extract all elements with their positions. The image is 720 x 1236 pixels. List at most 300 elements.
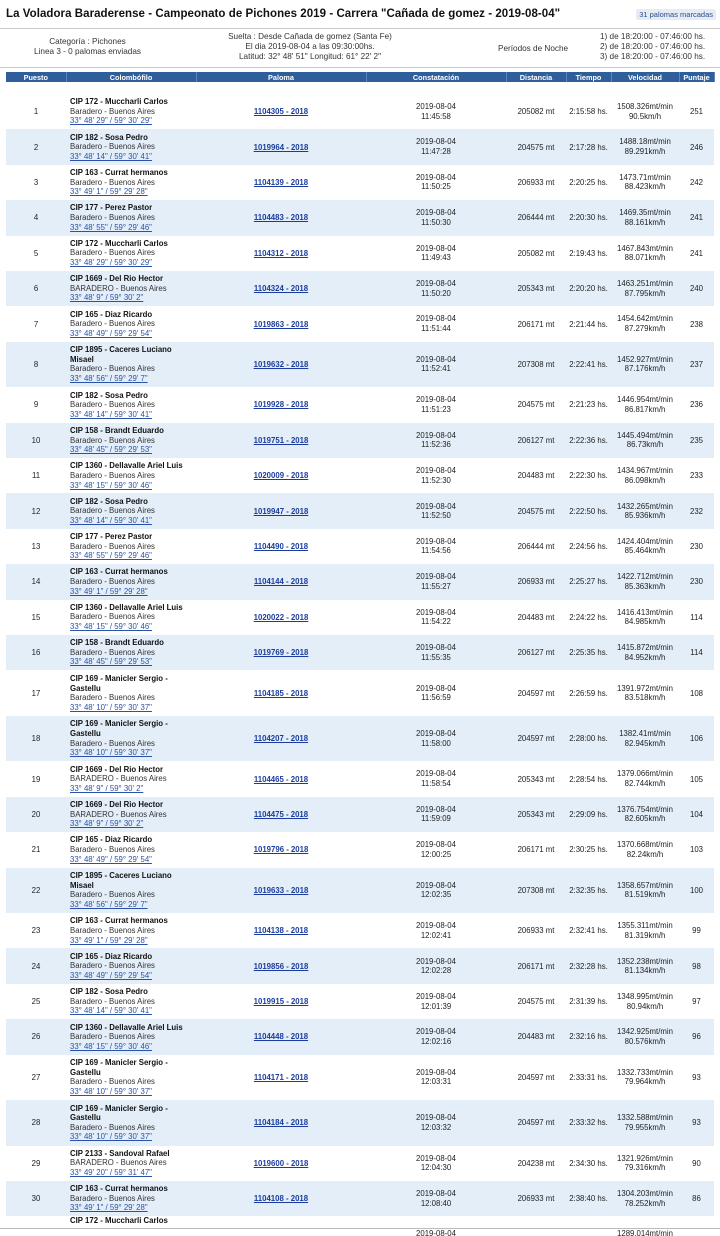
table-row — [6, 236, 714, 271]
time-cell: 2:31:39 hs. — [569, 997, 608, 1006]
points-cell: 96 — [692, 1032, 701, 1042]
fancier-coordinates-link[interactable]: 33° 48' 10" / 59° 30' 37" — [70, 1086, 152, 1096]
speed-km-h: 86.73km/h — [626, 440, 664, 450]
fancier-cell — [66, 271, 196, 306]
distance-cell: 204575 mt — [517, 400, 555, 410]
speed-km-h: 87.279km/h — [624, 324, 666, 334]
fancier-name: CIP 1669 - Del Rio Hector — [70, 800, 164, 810]
speed-cell — [611, 458, 679, 493]
speed-mt-min: 1376.754mt/min — [617, 804, 673, 814]
time-cell: 2:30:25 hs. — [569, 845, 608, 855]
arrival-date: 2019-08-04 — [416, 1067, 456, 1077]
time-cell: 2:20:25 hs. — [569, 177, 608, 187]
arrival-time: 11:58:00 — [421, 738, 451, 748]
speed-cell — [611, 423, 679, 458]
speed-km-h: 89.291km/h — [624, 147, 666, 157]
table-row-partial — [6, 1216, 714, 1236]
arrival-cell — [366, 868, 506, 914]
speed-mt-min: 1463.251mt/min — [617, 279, 673, 289]
fancier-cell — [66, 1181, 196, 1216]
fancier-name: CIP 169 - Manicler Sergio - Gastellu — [70, 719, 168, 739]
arrival-cell — [366, 94, 506, 129]
table-row — [6, 797, 714, 832]
arrival-date: 2019-08-04 — [416, 1027, 456, 1037]
night-period-1: 1) de 18:20:00 - 07:46:00 hs. — [600, 32, 706, 41]
arrival-date: 2019-08-04 — [416, 804, 456, 814]
table-row — [6, 1019, 714, 1054]
table-row — [6, 670, 714, 716]
speed-km-h: 82.744km/h — [624, 779, 666, 789]
speed-cell — [611, 716, 679, 762]
arrival-date: 2019-08-04 — [416, 314, 456, 324]
speed-km-h: 83.518km/h — [624, 693, 666, 703]
arrival-cell — [366, 165, 506, 200]
ring-cell — [196, 529, 366, 564]
distance-cell: 205343 mt — [517, 809, 555, 819]
time-cell: 2:32:41 hs. — [569, 926, 608, 936]
ring-link[interactable]: 1104490 - 2018 — [253, 541, 309, 551]
arrival-date: 2019-08-04 — [416, 501, 456, 511]
ring-cell — [196, 868, 366, 914]
ring-link[interactable]: 1104207 - 2018 — [253, 734, 309, 744]
points-cell — [679, 1216, 714, 1236]
ring-cell — [196, 200, 366, 235]
arrival-time: 11:52:41 — [421, 364, 451, 374]
ring-link[interactable]: 1104324 - 2018 — [253, 284, 309, 294]
arrival-date: 2019-08-04 — [416, 536, 456, 546]
speed-cell — [611, 1181, 679, 1216]
arrival-time: 11:54:56 — [421, 546, 451, 556]
arrival-date: 2019-08-04 — [416, 683, 456, 693]
arrival-cell — [366, 493, 506, 528]
fancier-location: Baradero - Buenos Aires — [70, 845, 155, 855]
fancier-coordinates-link[interactable]: 33° 48' 9" / 59° 30' 2" — [70, 819, 144, 829]
fancier-location: Baradero - Buenos Aires — [70, 693, 155, 703]
arrival-cell — [366, 984, 506, 1019]
fancier-cell — [66, 716, 196, 762]
ring-cell — [196, 271, 366, 306]
speed-mt-min: 1391.972mt/min — [617, 683, 673, 693]
fancier-coordinates-link[interactable]: 33° 48' 55" / 59° 29' 46" — [70, 551, 152, 561]
speed-km-h: 79.964km/h — [624, 1077, 666, 1087]
distance-cell: 206171 mt — [517, 845, 555, 855]
time-cell: 2:29:09 hs. — [569, 809, 608, 819]
speed-mt-min: 1379.066mt/min — [617, 769, 673, 779]
table-row — [6, 94, 714, 129]
table-row — [6, 1100, 714, 1146]
time-cell: 2:28:54 hs. — [569, 774, 608, 784]
arrival-cell — [366, 236, 506, 271]
speed-cell — [611, 1100, 679, 1146]
race-info — [0, 28, 720, 68]
ring-cell — [196, 423, 366, 458]
speed-cell — [611, 913, 679, 948]
arrival-date: 2019-08-04 — [416, 840, 456, 850]
fancier-coordinates-link[interactable]: 33° 48' 29" / 59° 30' 29" — [70, 258, 152, 268]
fancier-coordinates-link[interactable]: 33° 49' 20" / 59° 31' 47" — [70, 1168, 152, 1178]
arrival-cell — [366, 564, 506, 599]
fancier-location: Baradero - Buenos Aires — [70, 470, 155, 480]
speed-km-h: 90.5km/h — [628, 111, 662, 121]
time-cell: 2:32:16 hs. — [569, 1032, 608, 1042]
time-cell: 2:24:56 hs. — [569, 541, 608, 551]
arrival-time: 11:55:35 — [421, 652, 451, 662]
speed-km-h: 81.134km/h — [624, 966, 666, 976]
speed-mt-min: 1352.238mt/min — [617, 956, 673, 966]
rank-cell: 10 — [31, 435, 41, 445]
fancier-cell — [66, 493, 196, 528]
speed-mt-min: 1432.265mt/min — [617, 501, 673, 511]
rank-cell: 2 — [33, 142, 39, 152]
speed-cell — [611, 165, 679, 200]
ring-link[interactable]: 1104475 - 2018 — [253, 809, 309, 819]
fancier-coordinates-link[interactable]: 33° 48' 14" / 59° 30' 41" — [70, 515, 152, 525]
ring-link[interactable]: 1019856 - 2018 — [253, 961, 309, 971]
fancier-cell — [66, 1100, 196, 1146]
fancier-coordinates-link[interactable]: 33° 48' 15" / 59° 30' 46" — [70, 480, 152, 490]
arrival-cell — [366, 423, 506, 458]
time-cell: 2:15:58 hs. — [569, 107, 608, 117]
time-cell: 2:28:00 hs. — [569, 734, 608, 744]
arrival-time: 11:51:23 — [421, 404, 451, 414]
night-period-3: 3) de 18:20:00 - 07:46:00 hs. — [600, 51, 706, 61]
time-cell: 2:33:32 hs. — [569, 1118, 608, 1128]
fancier-location: Baradero - Buenos Aires — [70, 248, 155, 258]
fancier-cell — [66, 600, 196, 635]
points-cell: 100 — [689, 885, 703, 895]
results-table-header — [6, 72, 714, 82]
ring-link[interactable]: 1019863 - 2018 — [253, 319, 309, 329]
fancier-coordinates-link[interactable]: 33° 48' 10" / 59° 30' 37" — [70, 702, 152, 712]
speed-cell — [611, 635, 679, 670]
ring-link[interactable]: 1104185 - 2018 — [253, 688, 309, 698]
arrival-date: 2019-08-04 — [416, 279, 456, 289]
column-header: Distancia — [506, 72, 566, 82]
points-cell: 251 — [689, 107, 703, 117]
speed-mt-min: 1445.494mt/min — [617, 430, 673, 440]
speed-km-h: 80.94km/h — [626, 1001, 664, 1011]
arrival-time: 11:50:30 — [421, 217, 451, 227]
rank-cell: 29 — [31, 1158, 41, 1168]
rank-cell: 19 — [31, 774, 41, 784]
distance-cell: 206171 mt — [517, 319, 555, 329]
arrival-cell — [366, 342, 506, 388]
table-row — [6, 423, 714, 458]
fancier-coordinates-link[interactable]: 33° 48' 56" / 59° 29' 7" — [70, 374, 148, 384]
distance-cell: 206933 mt — [517, 926, 555, 936]
arrival-time: 11:54:22 — [421, 617, 451, 627]
speed-mt-min: 1416.413mt/min — [617, 607, 673, 617]
fancier-name: CIP 182 - Sosa Pedro — [70, 390, 148, 400]
ring-link[interactable]: 1020009 - 2018 — [253, 471, 309, 481]
points-cell: 230 — [689, 577, 703, 587]
points-cell: 104 — [689, 809, 703, 819]
fancier-coordinates-link[interactable]: 33° 48' 55" / 59° 29' 46" — [70, 222, 152, 232]
category-label: Categoría : Pichones — [49, 37, 126, 46]
time-cell: 2:38:40 hs. — [569, 1194, 608, 1204]
points-cell: 105 — [689, 774, 703, 784]
ring-link[interactable]: 1104144 - 2018 — [253, 577, 309, 587]
fancier-cell — [66, 236, 196, 271]
table-row — [6, 387, 714, 422]
ring-link[interactable]: 1104171 - 2018 — [253, 1072, 309, 1082]
ring-link[interactable]: 1104138 - 2018 — [253, 926, 309, 936]
rank-cell: 5 — [33, 248, 39, 258]
speed-mt-min: 1342.925mt/min — [617, 1027, 673, 1037]
distance-cell: 205343 mt — [517, 284, 555, 294]
ring-link[interactable]: 1019947 - 2018 — [253, 506, 309, 516]
fancier-location: Baradero - Buenos Aires — [70, 925, 155, 935]
fancier-coordinates-link[interactable]: 33° 48' 56" / 59° 29' 7" — [70, 899, 148, 909]
ring-cell — [196, 1216, 366, 1236]
fancier-coordinates-link[interactable]: 33° 48' 49" / 59° 29' 54" — [70, 854, 152, 864]
speed-cell — [611, 832, 679, 867]
fancier-name: CIP 169 - Manicler Sergio - Gastellu — [70, 1103, 168, 1123]
arrival-date: 2019-08-04 — [416, 102, 456, 112]
ring-link[interactable]: 1104312 - 2018 — [253, 248, 309, 258]
time-cell: 2:21:23 hs. — [569, 400, 608, 410]
rank-cell: 4 — [33, 213, 39, 223]
fancier-cell — [66, 1146, 196, 1181]
fancier-name: CIP 2133 - Sandoval Rafael — [70, 1148, 170, 1158]
fancier-name: CIP 1360 - Dellavalle Ariel Luis — [70, 602, 183, 612]
time-cell: 2:24:22 hs. — [569, 612, 608, 622]
arrival-cell — [366, 832, 506, 867]
fancier-location: Baradero - Buenos Aires — [70, 319, 155, 329]
ring-link[interactable]: 1019964 - 2018 — [253, 142, 309, 152]
speed-km-h: 82.24km/h — [626, 849, 664, 859]
arrival-cell — [366, 797, 506, 832]
table-row — [6, 832, 714, 867]
distance-cell: 204238 mt — [517, 1158, 555, 1168]
distance-cell: 207308 mt — [517, 885, 555, 895]
time-cell: 2:17:28 hs. — [569, 142, 608, 152]
arrival-date: 2019-08-04 — [416, 643, 456, 653]
speed-cell — [611, 670, 679, 716]
ring-link[interactable]: 1019751 - 2018 — [253, 435, 309, 445]
rank-cell: 6 — [33, 284, 39, 294]
ring-link[interactable]: 1019633 - 2018 — [253, 885, 309, 895]
column-header: Constatación — [366, 72, 506, 82]
distance-cell: 204597 mt — [517, 1072, 555, 1082]
table-row — [6, 984, 714, 1019]
fancier-coordinates-link[interactable]: 33° 48' 49" / 59° 29' 54" — [70, 328, 152, 338]
fancier-location: BARADERO - Buenos Aires — [70, 774, 167, 784]
fancier-name: CIP 158 - Brandt Eduardo — [70, 425, 164, 435]
distance-cell: 205343 mt — [517, 774, 555, 784]
points-cell: 242 — [689, 177, 703, 187]
ring-link[interactable]: 1019769 - 2018 — [253, 648, 309, 658]
arrival-date: 2019-08-04 — [416, 607, 456, 617]
fancier-coordinates-link[interactable]: 33° 48' 15" / 59° 30' 46" — [70, 622, 152, 632]
points-cell: 241 — [689, 213, 703, 223]
fancier-location: Baradero - Buenos Aires — [70, 577, 155, 587]
fancier-name: CIP 177 - Perez Pastor — [70, 203, 153, 213]
ring-link[interactable]: 1104108 - 2018 — [253, 1194, 309, 1204]
speed-cell — [611, 564, 679, 599]
fancier-cell — [66, 832, 196, 867]
fancier-coordinates-link[interactable]: 33° 49' 1" / 59° 29' 28" — [70, 935, 148, 945]
speed-mt-min: 1452.927mt/min — [617, 354, 673, 364]
fancier-cell — [66, 529, 196, 564]
ring-link[interactable]: 1104483 - 2018 — [253, 213, 309, 223]
arrival-cell — [366, 387, 506, 422]
arrival-time: 12:08:40 — [420, 1198, 452, 1208]
speed-mt-min: 1348.995mt/min — [617, 991, 673, 1001]
arrival-cell — [366, 600, 506, 635]
time-cell: 2:26:59 hs. — [569, 688, 608, 698]
ring-link[interactable]: 1104448 - 2018 — [253, 1032, 309, 1042]
fancier-coordinates-link[interactable]: 33° 49' 1" / 59° 29' 28" — [70, 1203, 148, 1213]
fancier-coordinates-link[interactable]: 33° 48' 9" / 59° 30' 2" — [70, 293, 144, 303]
distance-cell: 206127 mt — [517, 435, 555, 445]
speed-cell — [611, 1019, 679, 1054]
ring-link[interactable]: 1104305 - 2018 — [253, 107, 309, 117]
table-row — [6, 868, 714, 914]
arrival-time: 11:59:09 — [421, 814, 451, 824]
speed-km-h: 82.945km/h — [624, 738, 666, 748]
arrival-date: 2019-08-04 — [416, 769, 456, 779]
fancier-coordinates-link[interactable]: 33° 48' 29" / 59° 30' 29" — [70, 116, 152, 126]
arrival-date: 2019-08-04 — [416, 1229, 456, 1236]
fancier-cell — [66, 948, 196, 983]
fancier-location: Baradero - Buenos Aires — [70, 435, 155, 445]
fancier-location: Baradero - Buenos Aires — [70, 1077, 155, 1087]
rank-cell: 15 — [31, 612, 41, 622]
table-row — [6, 761, 714, 796]
fancier-location: Baradero - Buenos Aires — [70, 213, 155, 223]
fancier-cell — [66, 670, 196, 716]
fancier-coordinates-link[interactable]: 33° 48' 14" / 59° 30' 41" — [70, 1006, 152, 1016]
header-spacer — [6, 82, 714, 94]
rank-cell: 7 — [33, 319, 39, 329]
fancier-coordinates-link[interactable]: 33° 48' 45" / 59° 29' 53" — [70, 657, 152, 667]
speed-cell — [611, 493, 679, 528]
rank-cell: 23 — [31, 926, 41, 936]
table-row — [6, 948, 714, 983]
ring-link[interactable]: 1104184 - 2018 — [253, 1118, 309, 1128]
ring-link[interactable]: 1104139 - 2018 — [253, 177, 309, 187]
ring-link[interactable]: 1019796 - 2018 — [253, 845, 309, 855]
fancier-location: Baradero - Buenos Aires — [70, 996, 155, 1006]
fancier-name: CIP 1360 - Dellavalle Ariel Luis — [70, 1022, 183, 1032]
arrival-cell — [366, 1146, 506, 1181]
rank-cell: 30 — [31, 1194, 41, 1204]
speed-mt-min: 1488.18mt/min — [619, 137, 671, 147]
table-row — [6, 1055, 714, 1101]
arrival-cell — [366, 913, 506, 948]
fancier-coordinates-link[interactable]: 33° 48' 9" / 59° 30' 2" — [70, 783, 144, 793]
ring-link[interactable]: 1019915 - 2018 — [253, 997, 309, 1006]
table-row — [6, 306, 714, 341]
points-cell: 114 — [690, 648, 703, 658]
arrival-time: 12:03:32 — [420, 1122, 452, 1132]
arrival-time: 12:02:41 — [420, 930, 452, 940]
table-row — [6, 342, 714, 388]
ring-link[interactable]: 1104465 - 2018 — [253, 774, 309, 784]
fancier-coordinates-link[interactable]: 33° 48' 45" / 59° 29' 53" — [70, 445, 152, 455]
ring-cell — [196, 387, 366, 422]
ring-cell — [196, 797, 366, 832]
arrival-time: 11:50:25 — [421, 182, 451, 192]
fancier-cell — [66, 868, 196, 914]
fancier-cell — [66, 1019, 196, 1054]
arrival-time: 11:52:50 — [421, 511, 451, 521]
rank-cell: 9 — [33, 400, 39, 410]
bottom-divider — [0, 1228, 720, 1229]
rank-cell: 28 — [31, 1118, 41, 1128]
speed-km-h: 88.071km/h — [624, 253, 666, 263]
column-header: Puesto — [6, 72, 66, 82]
ring-cell — [196, 236, 366, 271]
fancier-location: BARADERO - Buenos Aires — [70, 283, 167, 293]
fancier-coordinates-link[interactable]: 33° 48' 49" / 59° 29' 54" — [70, 970, 152, 980]
arrival-time: 11:49:43 — [421, 253, 451, 263]
arrival-time: 11:50:20 — [421, 288, 451, 298]
speed-mt-min: 1358.657mt/min — [617, 880, 673, 890]
column-header: Colombófilo — [66, 72, 196, 82]
fancier-coordinates-link[interactable]: 33° 49' 1" / 59° 29' 28" — [70, 586, 148, 596]
speed-km-h: 79.955km/h — [624, 1122, 666, 1132]
arrival-date: 2019-08-04 — [416, 921, 456, 931]
table-row — [6, 129, 714, 164]
ring-cell — [196, 306, 366, 341]
distance-cell: 204575 mt — [517, 142, 555, 152]
rank-cell — [6, 1216, 66, 1236]
speed-mt-min: 1454.642mt/min — [617, 314, 673, 324]
rank-cell: 13 — [31, 541, 41, 551]
speed-km-h: 85.363km/h — [624, 581, 666, 591]
time-cell: 2:32:28 hs. — [569, 961, 608, 971]
fancier-coordinates-link[interactable]: 33° 48' 10" / 59° 30' 37" — [70, 748, 152, 758]
fancier-name: CIP 1360 - Dellavalle Ariel Luis — [70, 461, 183, 471]
ring-cell — [196, 716, 366, 762]
fancier-location: Baradero - Buenos Aires — [70, 612, 155, 622]
time-cell: 2:22:41 hs. — [569, 359, 608, 369]
ring-link[interactable]: 1019928 - 2018 — [253, 400, 309, 410]
arrival-time: 11:45:58 — [421, 111, 451, 121]
arrival-date: 2019-08-04 — [416, 991, 456, 1001]
fancier-location: Baradero - Buenos Aires — [70, 961, 155, 971]
fancier-cell — [66, 1055, 196, 1101]
time-cell: 2:25:35 hs. — [569, 648, 608, 658]
arrival-cell — [366, 1216, 506, 1236]
fancier-coordinates-link[interactable]: 33° 48' 14" / 59° 30' 41" — [70, 151, 152, 161]
arrival-cell — [366, 129, 506, 164]
fancier-coordinates-link[interactable]: 33° 49' 1" / 59° 29' 28" — [70, 187, 148, 197]
ring-link[interactable]: 1019600 - 2018 — [253, 1158, 309, 1168]
fancier-coordinates-link[interactable]: 33° 48' 15" / 59° 30' 46" — [70, 1041, 152, 1051]
points-cell: 108 — [689, 688, 703, 698]
ring-cell — [196, 165, 366, 200]
fancier-coordinates-link[interactable]: 33° 48' 10" / 59° 30' 37" — [70, 1132, 152, 1142]
arrival-date: 2019-08-04 — [416, 466, 456, 476]
fancier-name: CIP 165 - Diaz Ricardo — [70, 835, 153, 845]
fancier-cell — [66, 797, 196, 832]
arrival-date: 2019-08-04 — [416, 1153, 456, 1163]
distance-cell: 204597 mt — [517, 688, 555, 698]
time-cell: 2:20:20 hs. — [569, 284, 608, 294]
arrival-cell — [366, 716, 506, 762]
fancier-coordinates-link[interactable]: 33° 48' 14" / 59° 30' 41" — [70, 409, 152, 419]
ring-link[interactable]: 1020022 - 2018 — [253, 612, 309, 622]
table-row — [6, 1181, 714, 1216]
speed-cell — [611, 1146, 679, 1181]
ring-link[interactable]: 1019632 - 2018 — [253, 359, 309, 369]
distance-cell: 206933 mt — [517, 177, 555, 187]
fancier-location: Baradero - Buenos Aires — [70, 142, 155, 152]
fancier-name: CIP 177 - Perez Pastor — [70, 532, 153, 542]
